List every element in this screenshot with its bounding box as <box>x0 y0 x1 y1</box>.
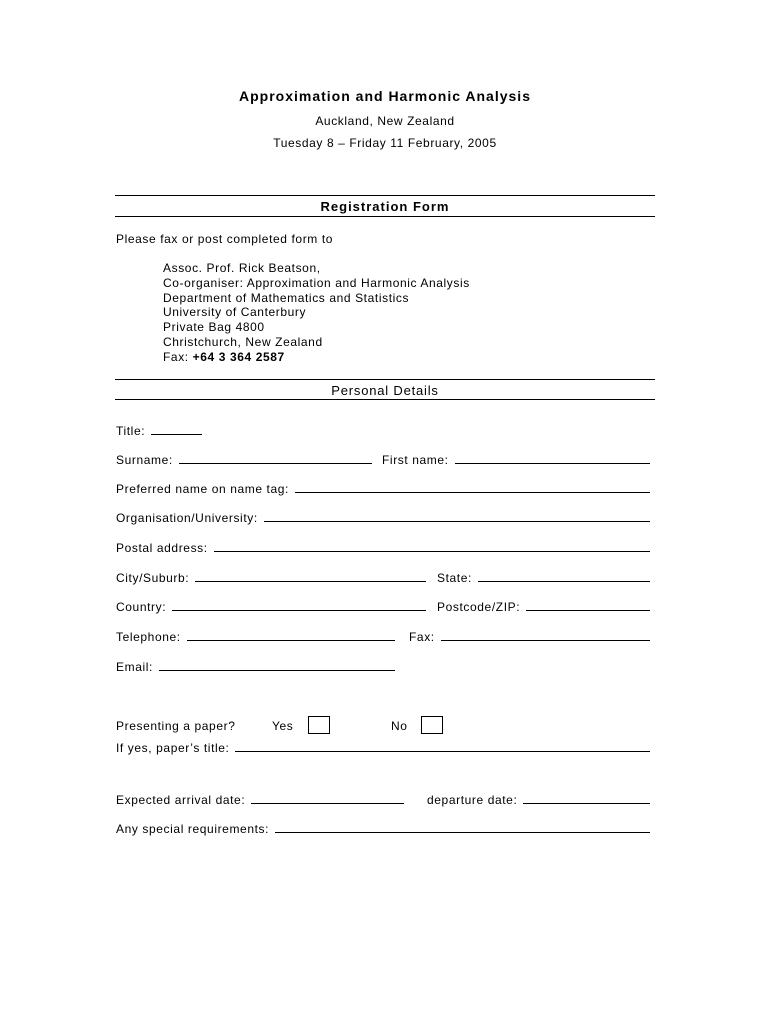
postal-address-label: Postal address: <box>116 541 208 555</box>
instructions-text: Please fax or post completed form to <box>116 232 334 246</box>
postal-address-field[interactable] <box>116 541 650 555</box>
preferred-name-label: Preferred name on name tag: <box>116 482 289 496</box>
city-input-line[interactable] <box>195 581 426 582</box>
personal-details-bottom-rule <box>115 399 655 400</box>
address-fax-label: Fax: <box>163 349 193 364</box>
title-label: Title: <box>116 424 146 438</box>
arrival-date-field[interactable] <box>116 793 404 807</box>
paper-title-field[interactable] <box>116 741 650 755</box>
state-input-line[interactable] <box>478 581 650 582</box>
first-name-field[interactable] <box>382 453 650 467</box>
special-requirements-input-line[interactable] <box>275 832 650 833</box>
address-fax-line <box>163 350 470 365</box>
personal-details-heading: Personal Details <box>331 383 439 398</box>
no-label: No <box>391 719 408 733</box>
telephone-input-line[interactable] <box>187 640 395 641</box>
departure-date-label: departure date: <box>427 793 518 807</box>
city-field[interactable] <box>116 571 426 585</box>
title-field[interactable] <box>116 424 202 438</box>
paper-title-input-line[interactable] <box>235 751 650 752</box>
state-field[interactable] <box>437 571 650 585</box>
state-label: State: <box>437 571 472 585</box>
special-requirements-label: Any special requirements: <box>116 822 270 836</box>
conference-title: Approximation and Harmonic Analysis <box>239 88 531 104</box>
postcode-label: Postcode/ZIP: <box>437 600 521 614</box>
arrival-date-input-line[interactable] <box>251 803 404 804</box>
postcode-input-line[interactable] <box>526 610 650 611</box>
departure-date-input-line[interactable] <box>523 803 650 804</box>
address-line: Private Bag 4800 <box>163 320 265 335</box>
top-rule <box>115 195 655 196</box>
organisation-label: Organisation/University: <box>116 511 258 525</box>
form-title-rule <box>115 216 655 217</box>
address-line: Christchurch, New Zealand <box>163 334 323 349</box>
fax-field[interactable] <box>409 630 650 644</box>
no-checkbox[interactable] <box>421 716 443 734</box>
preferred-name-field[interactable] <box>116 482 650 496</box>
title-input-line[interactable] <box>151 434 202 435</box>
organisation-input-line[interactable] <box>264 521 650 522</box>
postal-address-input-line[interactable] <box>214 551 650 552</box>
special-requirements-field[interactable] <box>116 822 650 836</box>
conference-location: Auckland, New Zealand <box>315 114 455 128</box>
conference-dates: Tuesday 8 – Friday 11 February, 2005 <box>273 136 497 150</box>
yes-label: Yes <box>272 719 294 733</box>
city-label: City/Suburb: <box>116 571 190 585</box>
email-input-line[interactable] <box>159 670 395 671</box>
first-name-label: First name: <box>382 453 449 467</box>
arrival-date-label: Expected arrival date: <box>116 793 246 807</box>
telephone-label: Telephone: <box>116 630 181 644</box>
paper-title-label: If yes, paper’s title: <box>116 741 230 755</box>
address-line: Assoc. Prof. Rick Beatson, <box>163 261 321 275</box>
address-line: Co-organiser: Approximation and Harmonic Analysis <box>163 275 470 290</box>
address-block <box>163 261 470 365</box>
personal-details-top-rule <box>115 379 655 380</box>
country-field[interactable] <box>116 600 426 614</box>
postcode-field[interactable] <box>437 600 650 614</box>
preferred-name-input-line[interactable] <box>295 492 650 493</box>
yes-checkbox[interactable] <box>308 716 330 734</box>
country-label: Country: <box>116 600 167 614</box>
presenting-paper-question: Presenting a paper? <box>116 719 236 733</box>
address-line: University of Canterbury <box>163 305 307 320</box>
form-title: Registration Form <box>320 199 450 214</box>
telephone-field[interactable] <box>116 630 395 644</box>
address-line: Department of Mathematics and Statistics <box>163 290 410 305</box>
fax-input-line[interactable] <box>441 640 650 641</box>
surname-input-line[interactable] <box>179 463 372 464</box>
email-label: Email: <box>116 660 153 674</box>
email-field[interactable] <box>116 660 395 674</box>
fax-label: Fax: <box>409 630 435 644</box>
organisation-field[interactable] <box>116 511 650 525</box>
first-name-input-line[interactable] <box>455 463 650 464</box>
surname-field[interactable] <box>116 453 372 467</box>
surname-label: Surname: <box>116 453 173 467</box>
country-input-line[interactable] <box>172 610 426 611</box>
address-fax-number: +64 3 364 2587 <box>192 349 285 364</box>
departure-date-field[interactable] <box>427 793 650 807</box>
